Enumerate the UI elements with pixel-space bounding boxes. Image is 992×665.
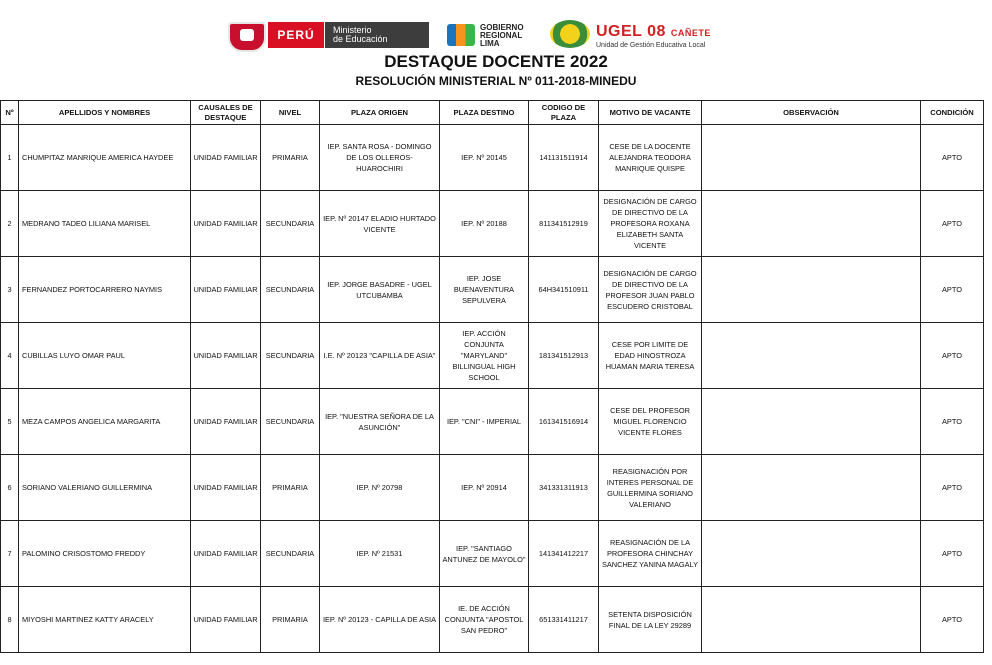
gr-line1: GOBIERNO: [480, 23, 524, 32]
col-causales: CAUSALES DE DESTAQUE: [191, 101, 261, 125]
cell-causales: UNIDAD FAMILIAR: [191, 191, 261, 257]
cell-plaza-origen: IEP. "NUESTRA SEÑORA DE LA ASUNCIÓN": [320, 389, 440, 455]
cell-condicion: APTO: [921, 389, 984, 455]
cell-observacion: [702, 257, 921, 323]
cell-observacion: [702, 587, 921, 653]
cell-name: FERNANDEZ PORTOCARRERO NAYMIS: [19, 257, 191, 323]
col-observacion: OBSERVACIÓN: [702, 101, 921, 125]
cell-number: 1: [1, 125, 19, 191]
cell-condicion: APTO: [921, 257, 984, 323]
col-nivel: NIVEL: [261, 101, 320, 125]
cell-causales: UNIDAD FAMILIAR: [191, 125, 261, 191]
cell-number: 8: [1, 587, 19, 653]
minedu-logo: [325, 22, 429, 48]
gobierno-regional-icon: [447, 24, 475, 46]
cell-motivo: DESIGNACIÓN DE CARGO DE DIRECTIVO DE LA PROFESORA ROXANA ELIZABETH SANTA VICENTE: [599, 191, 702, 257]
gobierno-regional-logo: [480, 23, 524, 49]
cell-motivo: DESIGNACIÓN DE CARGO DE DIRECTIVO DE LA PROFESOR JUAN PABLO ESCUDERO CRISTOBAL: [599, 257, 702, 323]
cell-condicion: APTO: [921, 521, 984, 587]
peru-crest-icon: [228, 22, 266, 52]
cell-motivo: CESE POR LIMITE DE EDAD HINOSTROZA HUAMAN MARIA TERESA: [599, 323, 702, 389]
cell-number: 4: [1, 323, 19, 389]
cell-observacion: [702, 323, 921, 389]
peru-logo: PERÚ: [268, 22, 324, 48]
cell-motivo: CESE DE LA DOCENTE ALEJANDRA TEODORA MANRIQUE QUISPE: [599, 125, 702, 191]
col-name: APELLIDOS Y NOMBRES: [19, 101, 191, 125]
cell-plaza-destino: IE. DE ACCIÓN CONJUNTA "APOSTOL SAN PEDRO": [440, 587, 529, 653]
cell-codigo: 141341412217: [529, 521, 599, 587]
table-row: [1, 455, 984, 521]
table-row: [1, 257, 984, 323]
cell-codigo: 141131511914: [529, 125, 599, 191]
col-condicion: CONDICIÓN: [921, 101, 984, 125]
gr-line2: REGIONAL: [480, 31, 523, 40]
cell-plaza-destino: IEP. JOSE BUENAVENTURA SEPULVERA: [440, 257, 529, 323]
col-plaza-origen: PLAZA ORIGEN: [320, 101, 440, 125]
cell-plaza-destino: IEP. "CNI" - IMPERIAL: [440, 389, 529, 455]
table-header-row: [1, 101, 984, 125]
header-logos: [0, 18, 992, 52]
cell-observacion: [702, 125, 921, 191]
cell-plaza-origen: IEP. Nº 20123 - CAPILLA DE ASIA: [320, 587, 440, 653]
cell-nivel: PRIMARIA: [261, 455, 320, 521]
cell-name: MIYOSHI MARTINEZ KATTY ARACELY: [19, 587, 191, 653]
ugel-logo: [596, 21, 711, 51]
cell-observacion: [702, 455, 921, 521]
cell-plaza-destino: IEP. Nº 20188: [440, 191, 529, 257]
cell-plaza-origen: I.E. Nº 20123 "CAPILLA DE ASIA": [320, 323, 440, 389]
table-row: [1, 521, 984, 587]
cell-codigo: 651331411217: [529, 587, 599, 653]
cell-number: 7: [1, 521, 19, 587]
cell-causales: UNIDAD FAMILIAR: [191, 455, 261, 521]
cell-causales: UNIDAD FAMILIAR: [191, 323, 261, 389]
cell-plaza-destino: IEP. "SANTIAGO ANTUNEZ DE MAYOLO": [440, 521, 529, 587]
cell-number: 3: [1, 257, 19, 323]
cell-plaza-destino: IEP. ACCIÓN CONJUNTA "MARYLAND" BILLINGUAL HIGH SCHOOL: [440, 323, 529, 389]
cell-nivel: PRIMARIA: [261, 125, 320, 191]
cell-condicion: APTO: [921, 191, 984, 257]
cell-nivel: PRIMARIA: [261, 587, 320, 653]
page-title: DESTAQUE DOCENTE 2022: [384, 52, 608, 71]
table-row: [1, 191, 984, 257]
cell-codigo: 64H341510911: [529, 257, 599, 323]
cell-nivel: SECUNDARIA: [261, 191, 320, 257]
cell-name: SORIANO VALERIANO GUILLERMINA: [19, 455, 191, 521]
cell-condicion: APTO: [921, 455, 984, 521]
cell-number: 5: [1, 389, 19, 455]
cell-codigo: 811341512919: [529, 191, 599, 257]
col-motivo: MOTIVO DE VACANTE: [599, 101, 702, 125]
ugel-emblem-icon: [550, 20, 590, 48]
cell-nivel: SECUNDARIA: [261, 323, 320, 389]
table-row: [1, 125, 984, 191]
cell-plaza-origen: IEP. Nº 20147 ELADIO HURTADO VICENTE: [320, 191, 440, 257]
ugel-subtitle: Unidad de Gestión Educativa Local: [596, 41, 706, 49]
col-number: Nº: [1, 101, 19, 125]
cell-nivel: SECUNDARIA: [261, 389, 320, 455]
cell-observacion: [702, 191, 921, 257]
cell-motivo: REASIGNACIÓN POR INTERES PERSONAL DE GUILLERMINA SORIANO VALERIANO: [599, 455, 702, 521]
cell-observacion: [702, 389, 921, 455]
cell-condicion: APTO: [921, 323, 984, 389]
cell-number: 2: [1, 191, 19, 257]
ugel-main-text: UGEL 08: [596, 22, 666, 40]
cell-motivo: REASIGNACIÓN DE LA PROFESORA CHINCHAY SANCHEZ YANINA MAGALY: [599, 521, 702, 587]
cell-name: PALOMINO CRISOSTOMO FREDDY: [19, 521, 191, 587]
table-row: [1, 389, 984, 455]
cell-condicion: APTO: [921, 587, 984, 653]
cell-codigo: 181341512913: [529, 323, 599, 389]
cell-nivel: SECUNDARIA: [261, 257, 320, 323]
cell-codigo: 341331311913: [529, 455, 599, 521]
table-row: [1, 323, 984, 389]
cell-plaza-destino: IEP. Nº 20914: [440, 455, 529, 521]
table-row: [1, 587, 984, 653]
cell-nivel: SECUNDARIA: [261, 521, 320, 587]
destaque-table: [0, 100, 984, 653]
cell-plaza-destino: IEP. Nº 20145: [440, 125, 529, 191]
cell-codigo: 161341516914: [529, 389, 599, 455]
cell-plaza-origen: IEP. SANTA ROSA - DOMINGO DE LOS OLLEROS- HUAROCHIRI: [320, 125, 440, 191]
cell-motivo: SETENTA DISPOSICIÓN FINAL DE LA LEY 29289: [599, 587, 702, 653]
cell-causales: UNIDAD FAMILIAR: [191, 389, 261, 455]
cell-plaza-origen: IEP. Nº 21531: [320, 521, 440, 587]
cell-name: CUBILLAS LUYO OMAR PAUL: [19, 323, 191, 389]
cell-causales: UNIDAD FAMILIAR: [191, 521, 261, 587]
cell-name: CHUMPITAZ MANRIQUE AMERICA HAYDEE: [19, 125, 191, 191]
minedu-line2: de Educación: [333, 34, 388, 44]
cell-plaza-origen: IEP. Nº 20798: [320, 455, 440, 521]
cell-causales: UNIDAD FAMILIAR: [191, 587, 261, 653]
gr-line3: LIMA: [480, 39, 500, 48]
cell-number: 6: [1, 455, 19, 521]
cell-observacion: [702, 521, 921, 587]
col-codigo: CODIGO DE PLAZA: [529, 101, 599, 125]
cell-motivo: CESE DEL PROFESOR MIGUEL FLORENCIO VICENTE FLORES: [599, 389, 702, 455]
cell-condicion: APTO: [921, 125, 984, 191]
col-plaza-destino: PLAZA DESTINO: [440, 101, 529, 125]
cell-plaza-origen: IEP. JORGE BASADRE - UGEL UTCUBAMBA: [320, 257, 440, 323]
ugel-city: CAÑETE: [670, 27, 711, 38]
cell-name: MEZA CAMPOS ANGELICA MARGARITA: [19, 389, 191, 455]
cell-causales: UNIDAD FAMILIAR: [191, 257, 261, 323]
minedu-line1: Ministerio: [333, 25, 372, 35]
page-subtitle: RESOLUCIÓN MINISTERIAL Nº 011-2018-MINEDU: [355, 74, 637, 88]
cell-name: MEDRANO TADEO LILIANA MARISEL: [19, 191, 191, 257]
